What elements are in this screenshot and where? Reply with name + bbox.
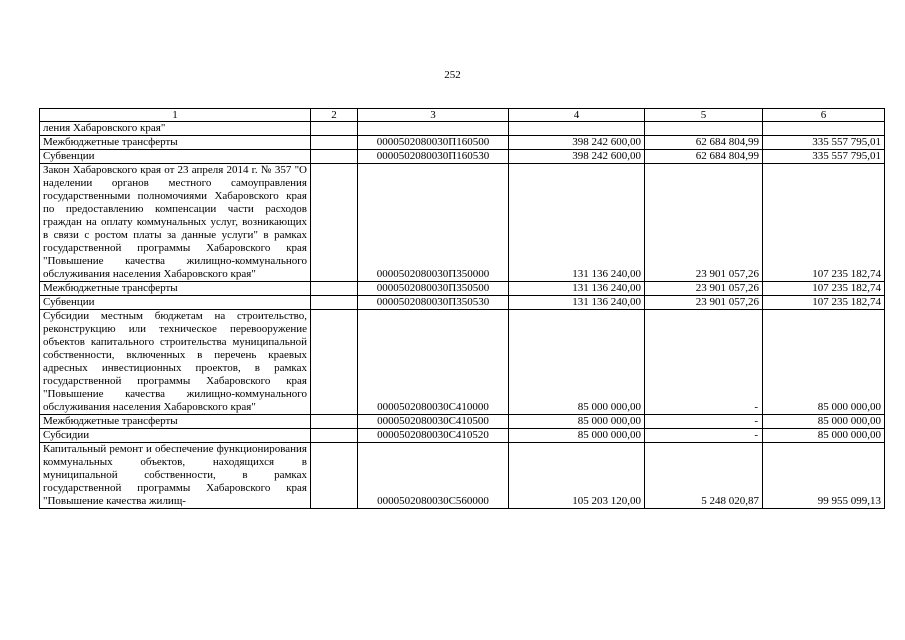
- row-column-2: [311, 282, 358, 296]
- row-column-2: [311, 136, 358, 150]
- page-number: 252: [444, 69, 461, 81]
- row-column-2: [311, 150, 358, 164]
- row-description: Межбюджетные трансферты: [40, 282, 311, 296]
- table-header-row: [40, 109, 885, 122]
- row-value-5: -: [645, 415, 763, 429]
- table-row: [40, 296, 885, 310]
- row-value-4: 85 000 000,00: [509, 415, 645, 429]
- row-value-4: 85 000 000,00: [509, 310, 645, 415]
- table-row: [40, 443, 885, 509]
- row-description: Капитальный ремонт и обеспечение функционирования коммунальных объектов, находящихся в муниципальной собственности, в рамках государственной программы Хабаровского края "Повышение качества жилищ-: [40, 443, 311, 509]
- row-value-6: 335 557 795,01: [763, 150, 885, 164]
- row-value-5: 23 901 057,26: [645, 164, 763, 282]
- row-column-2: [311, 415, 358, 429]
- row-value-5: 23 901 057,26: [645, 296, 763, 310]
- row-value-4: [509, 122, 645, 136]
- row-value-6: [763, 122, 885, 136]
- row-value-4: 131 136 240,00: [509, 282, 645, 296]
- table-row: [40, 310, 885, 415]
- column-header: 1: [40, 109, 311, 122]
- row-value-6: 107 235 182,74: [763, 282, 885, 296]
- row-value-4: 398 242 600,00: [509, 136, 645, 150]
- row-column-2: [311, 310, 358, 415]
- row-value-5: -: [645, 310, 763, 415]
- column-header: 3: [358, 109, 509, 122]
- row-code: 0000502080030С410520: [358, 429, 509, 443]
- row-description: Субвенции: [40, 296, 311, 310]
- row-code: 0000502080030С560000: [358, 443, 509, 509]
- row-code: 0000502080030П160500: [358, 136, 509, 150]
- row-value-5: 62 684 804,99: [645, 136, 763, 150]
- row-code: [358, 122, 509, 136]
- row-description: Межбюджетные трансферты: [40, 136, 311, 150]
- row-column-2: [311, 122, 358, 136]
- column-header: 5: [645, 109, 763, 122]
- row-description: Субвенции: [40, 150, 311, 164]
- row-code: 0000502080030П160530: [358, 150, 509, 164]
- row-value-4: 131 136 240,00: [509, 164, 645, 282]
- row-value-5: 62 684 804,99: [645, 150, 763, 164]
- column-header: 4: [509, 109, 645, 122]
- row-value-5: 5 248 020,87: [645, 443, 763, 509]
- row-code: 0000502080030П350530: [358, 296, 509, 310]
- column-header: 6: [763, 109, 885, 122]
- row-code: 0000502080030П350500: [358, 282, 509, 296]
- row-column-2: [311, 296, 358, 310]
- row-code: 0000502080030С410500: [358, 415, 509, 429]
- row-value-5: [645, 122, 763, 136]
- table-row: [40, 164, 885, 282]
- row-value-6: 107 235 182,74: [763, 296, 885, 310]
- table-row: [40, 429, 885, 443]
- row-description: Субсидии местным бюджетам на строительство, реконструкцию или техническое перевооружение объектов капитального строительства муниципальной собственности, включенных в перечень краевых адресных инвестиционных проектов, в рамках государственной программы Хабаровского края "Повышение качества жилищно-коммунального обслуживания населения Хабаровского края": [40, 310, 311, 415]
- row-value-5: 23 901 057,26: [645, 282, 763, 296]
- row-description: Межбюджетные трансферты: [40, 415, 311, 429]
- row-value-4: 85 000 000,00: [509, 429, 645, 443]
- table-row: [40, 136, 885, 150]
- table-row: [40, 122, 885, 136]
- row-value-5: -: [645, 429, 763, 443]
- table-row: [40, 415, 885, 429]
- row-code: 0000502080030С410000: [358, 310, 509, 415]
- row-description: ления Хабаровского края": [40, 122, 311, 136]
- row-column-2: [311, 429, 358, 443]
- budget-table: [39, 108, 885, 509]
- row-column-2: [311, 164, 358, 282]
- row-code: 0000502080030П350000: [358, 164, 509, 282]
- column-header: 2: [311, 109, 358, 122]
- row-value-4: 398 242 600,00: [509, 150, 645, 164]
- table-row: [40, 150, 885, 164]
- row-description: Субсидии: [40, 429, 311, 443]
- row-value-6: 99 955 099,13: [763, 443, 885, 509]
- row-value-6: 85 000 000,00: [763, 415, 885, 429]
- row-value-4: 131 136 240,00: [509, 296, 645, 310]
- row-value-6: 107 235 182,74: [763, 164, 885, 282]
- row-column-2: [311, 443, 358, 509]
- row-value-6: 335 557 795,01: [763, 136, 885, 150]
- row-value-4: 105 203 120,00: [509, 443, 645, 509]
- row-description: Закон Хабаровского края от 23 апреля 2014 г. № 357 "О наделении органов местного самоуправления государственными полномочиями Хабаровского края по предоставлению компенсации части расходов граждан на оплату коммунальных услуг, возникающих в связи с ростом платы за данные услуги" в рамках государственной программы Хабаровского края "Повышение качества жилищно-коммунального обслуживания населения Хабаровского края": [40, 164, 311, 282]
- table-row: [40, 282, 885, 296]
- row-value-6: 85 000 000,00: [763, 310, 885, 415]
- row-value-6: 85 000 000,00: [763, 429, 885, 443]
